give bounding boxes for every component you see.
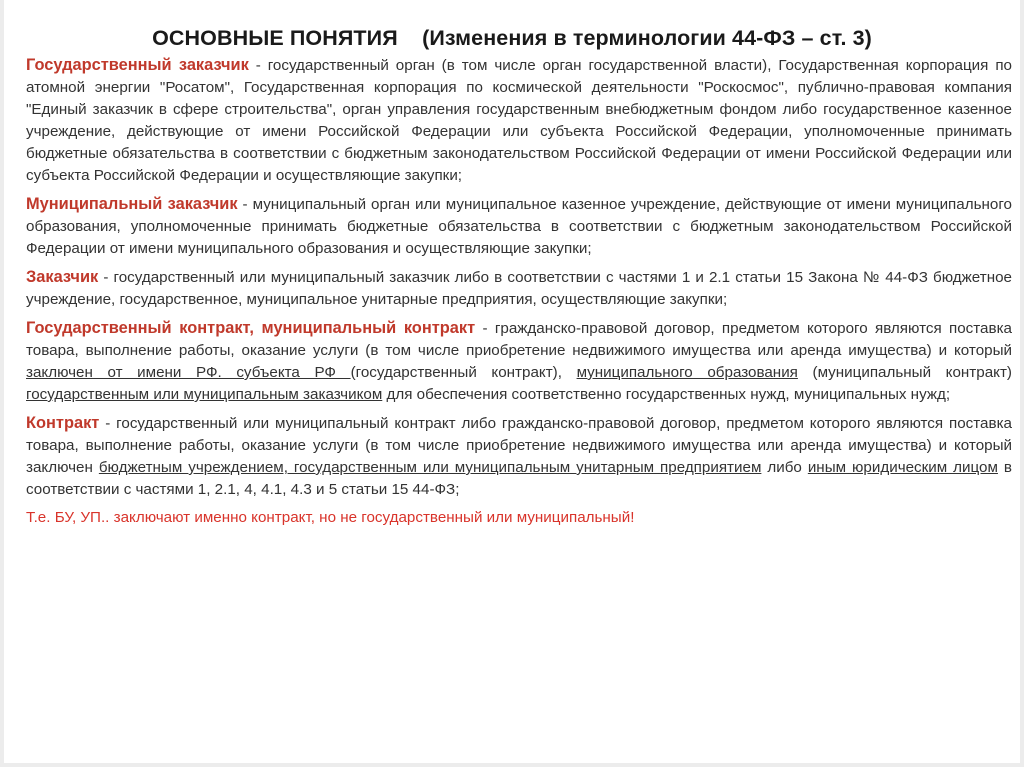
underlined-text: муниципального образования bbox=[576, 364, 798, 381]
definition-gos-zakazchik bbox=[26, 54, 1012, 187]
term: Государственный заказчик bbox=[26, 56, 249, 74]
underlined-text: иным юридическим лицом bbox=[807, 459, 998, 476]
term: Муниципальный заказчик bbox=[26, 195, 238, 213]
term: Заказчик bbox=[26, 268, 99, 286]
definition-mun-zakazchik bbox=[26, 193, 1012, 260]
underlined-text: государственным или муниципальным заказчиком bbox=[26, 386, 383, 403]
definition-text: - муниципальный орган или муниципальное казенное учреждение, действующие от имени муниципального образования, уполномоченные принимать бюджетные обязательства в соответствии с бюджетным законодательством Российской Федерации от имени муниципального образования и осуществляющие закупки; bbox=[26, 196, 1012, 257]
definition-text: - гражданско-правовой договор, предметом которого являются поставка товара, выполнение работы, оказание услуги (в том числе приобретение недвижимого имущества или аренда имущества) и который bbox=[26, 320, 1012, 359]
term: Государственный контракт, муниципальный контракт bbox=[26, 319, 476, 337]
slide-title: ОСНОВНЫЕ ПОНЯТИЯ (Изменения в терминологии 44-ФЗ – ст. 3) bbox=[152, 26, 872, 50]
definition-gos-mun-kontrakt bbox=[26, 317, 1012, 406]
underlined-text: заключен от имени РФ. субъекта РФ bbox=[26, 364, 351, 381]
definition-text: - государственный или муниципальный заказчик либо в соответствии с частями 1 и 2.1 статьи 15 Закона № 44-ФЗ бюджетное учреждение, государственное, муниципальное унитарные предприятия, осуществляющие закупки; bbox=[26, 269, 1012, 308]
definition-text: - государственный или муниципальный контракт либо гражданско-правовой договор, предметом которого являются поставка товара, выполнение работы, оказание услуги (в том числе приобретение недвижимого имущества или аренда имущества) и который заключен bbox=[26, 415, 1012, 476]
definition-text: (государственный контракт), bbox=[350, 364, 577, 381]
definition-zakazchik bbox=[26, 266, 1012, 311]
definition-text: (муниципальный контракт) bbox=[797, 364, 1012, 381]
definition-text: либо bbox=[761, 459, 808, 476]
definition-text: для обеспечения соответственно государственных нужд, муниципальных нужд; bbox=[382, 386, 951, 403]
note-text: Т.е. БУ, УП.. заключают именно контракт, но не государственный или муниципальный! bbox=[26, 509, 635, 526]
term: Контракт bbox=[26, 414, 100, 432]
definition-text: - государственный орган (в том числе орган государственной власти), Государственная корпорация по атомной энергии "Росатом", Государственная корпорация по космической деятельности "Роскосмос", публично-правовая компания "Единый заказчик в сфере строительства", орган управления государственным внебюджетным фондом либо государственное казенное учреждение, действующие от имени Российской Федерации или субъекта Российской Федерации, уполномоченные принимать бюджетные обязательства в соответствии с бюджетным законодательством Российской Федерации от имени Российской Федерации или субъекта Российской Федерации и осуществляющие закупки; bbox=[26, 57, 1012, 184]
underlined-text: бюджетным учреждением, государственным или муниципальным унитарным предприятием bbox=[98, 459, 762, 476]
slide-content bbox=[26, 54, 1012, 529]
definition-kontrakt bbox=[26, 412, 1012, 501]
definition-text: в соответствии с частями 1, 2.1, 4, 4.1, 4.3 и 5 статьи 15 44-ФЗ; bbox=[26, 459, 1012, 498]
